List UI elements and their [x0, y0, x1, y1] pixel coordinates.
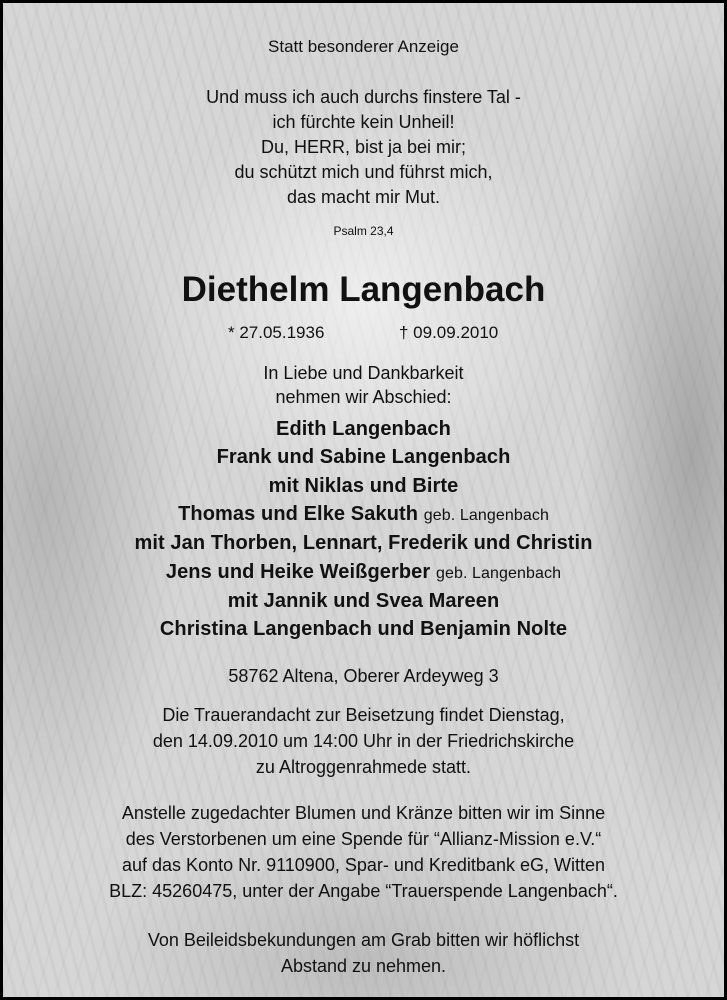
verse-source: Psalm 23,4: [333, 224, 394, 238]
mourner: [3, 616, 724, 642]
mourner: [3, 473, 724, 499]
maiden-name-note: geb. Langenbach: [423, 507, 549, 524]
deceased-name: Diethelm Langenbach: [181, 270, 546, 309]
service-line: den 14.09.2010 um 14:00 Uhr in der Friedrichskirche: [152, 731, 575, 751]
verse-line: du schützt mich und führst mich,: [234, 162, 493, 182]
mourner-name: Frank und Sabine Langenbach: [216, 446, 511, 468]
closing-line: Abstand zu nehmen.: [280, 956, 447, 976]
donation-line: BLZ: 45260475, unter der Angabe “Trauerspende Langenbach“.: [109, 881, 618, 901]
verse-line: Du, HERR, bist ja bei mir;: [260, 137, 467, 157]
birth-date: * 27.05.1936: [228, 323, 325, 342]
death-date: † 09.09.2010: [399, 323, 499, 342]
mourner-name: Christina Langenbach und Benjamin Nolte: [159, 618, 568, 640]
mourner: [3, 588, 724, 614]
mourner: [3, 416, 724, 442]
verse-line: Und muss ich auch durchs finstere Tal -: [206, 87, 521, 107]
closing-line: Von Beileidsbekundungen am Grab bitten wir höflichst: [147, 930, 580, 950]
address: 58762 Altena, Oberer Ardeyweg 3: [228, 666, 499, 686]
mourner-name: Edith Langenbach: [276, 418, 451, 440]
mourner: [3, 444, 724, 470]
mourner-name: mit Niklas und Birte: [268, 475, 459, 497]
mourner-name: mit Jan Thorben, Lennart, Frederik und Christin: [134, 532, 593, 554]
service-line: Die Trauerandacht zur Beisetzung findet Dienstag,: [162, 705, 565, 725]
donation-line: Anstelle zugedachter Blumen und Kränze bitten wir im Sinne: [121, 803, 606, 823]
maiden-name-note: geb. Langenbach: [435, 565, 562, 582]
verse-line: das macht mir Mut.: [286, 187, 441, 207]
mourner-name: Jens und Heike Weißgerber: [165, 561, 431, 583]
mourner: [3, 530, 724, 556]
farewell-line: In Liebe und Dankbarkeit: [263, 363, 464, 383]
service-line: zu Altroggenrahmede statt.: [255, 757, 472, 777]
verse-line: ich fürchte kein Unheil!: [272, 112, 455, 132]
farewell-line: nehmen wir Abschied:: [275, 387, 452, 407]
mourner: [3, 559, 724, 585]
mourner-name: mit Jannik und Svea Mareen: [227, 590, 500, 612]
mourner: [3, 501, 724, 527]
mourner-name: Thomas und Elke Sakuth: [178, 503, 419, 525]
donation-line: des Verstorbenen um eine Spende für “Allianz-Mission e.V.“: [125, 829, 602, 849]
header-text: Statt besonderer Anzeige: [268, 37, 459, 56]
donation-line: auf das Konto Nr. 9110900, Spar- und Kreditbank eG, Witten: [122, 855, 605, 875]
